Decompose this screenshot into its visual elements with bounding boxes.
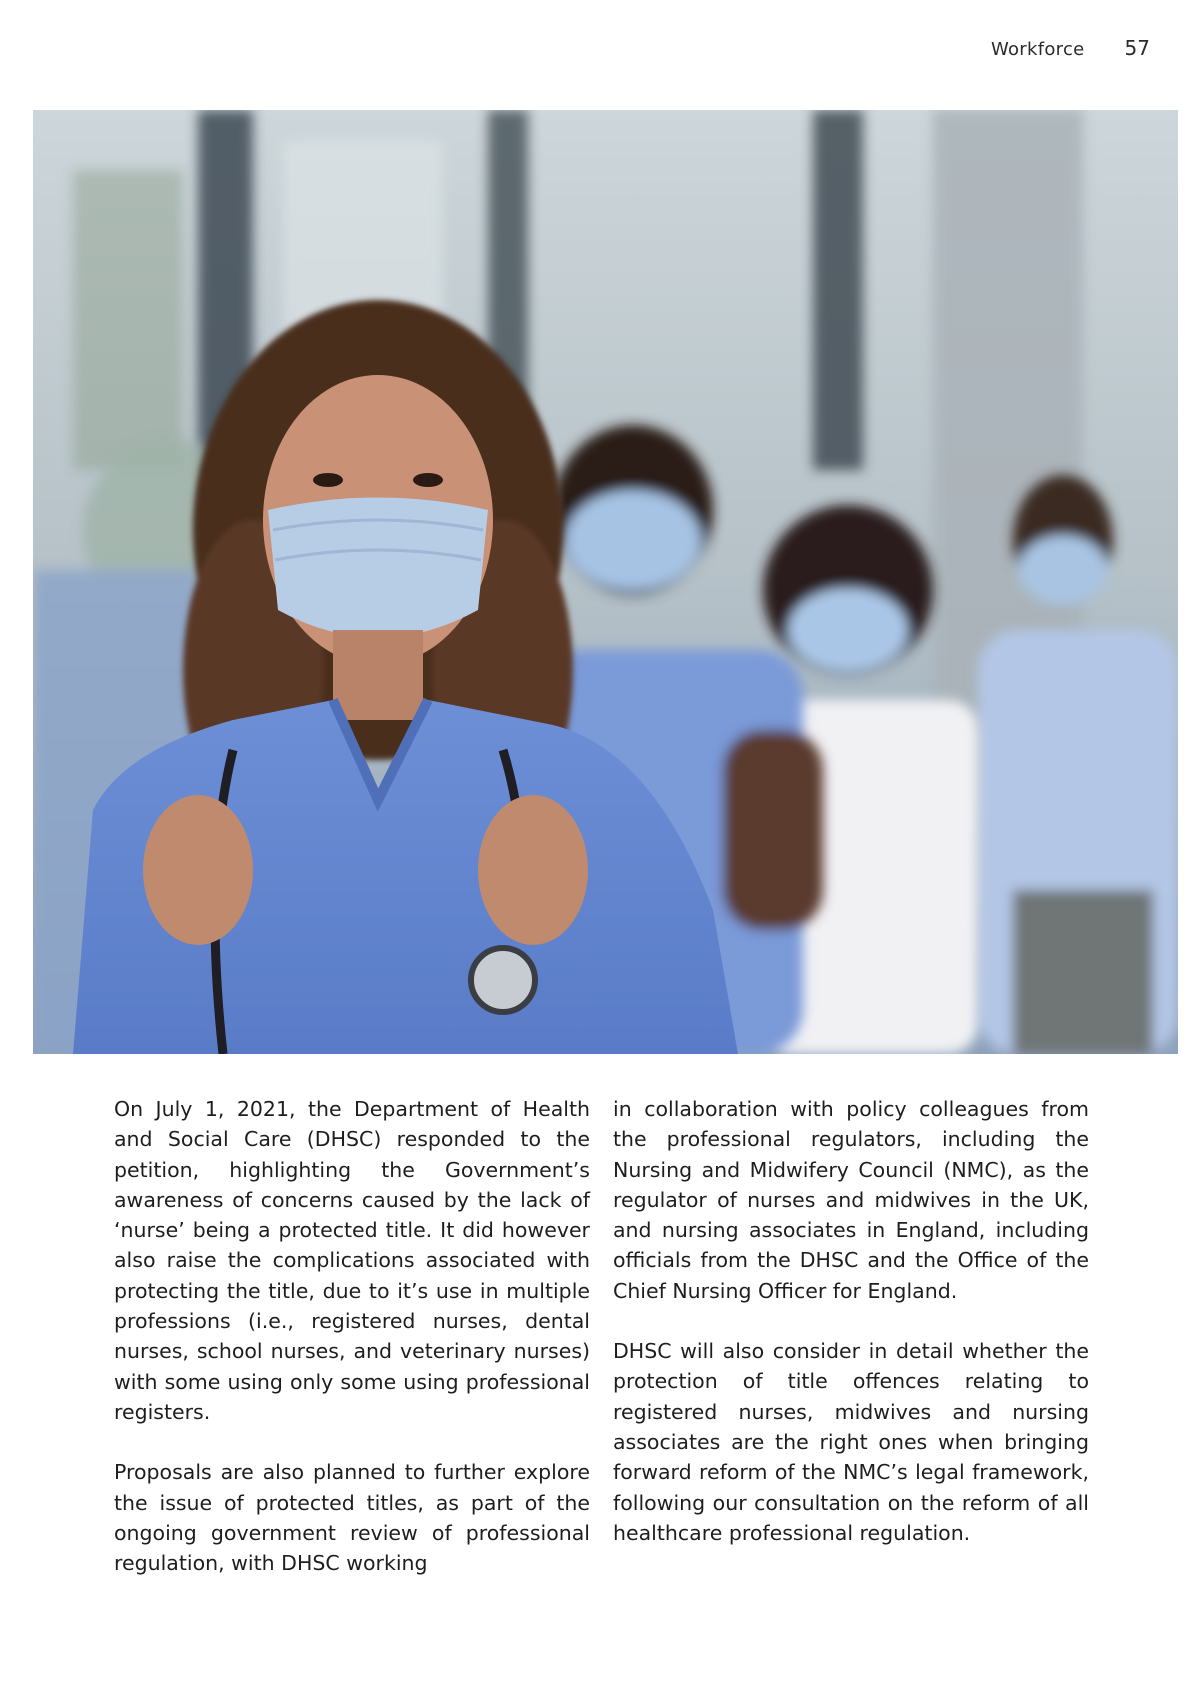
right-column bbox=[613, 1094, 1089, 1608]
paragraph: On July 1, 2021, the Department of Health and Social Care (DHSC) responded to the petition, highlighting the Government’s awareness of concerns caused by the lack of ‘nurse’ being a protected title. It did however also raise the complications associated with protecting the title, due to it’s use in multiple professions (i.e., registered nurses, dental nurses, school nurses, and veterinary nurses) with some using only some using professional registers. bbox=[114, 1097, 590, 1424]
paragraph: in collaboration with policy colleagues from the professional regulators, including the Nursing and Midwifery Council (NMC), as the regulator of nurses and midwives in the UK, and nursing associates in England, including officials from the DHSC and the Office of the Chief Nursing Officer for England. bbox=[613, 1097, 1089, 1303]
page-number: 57 bbox=[1124, 36, 1150, 60]
nurses-photo bbox=[33, 110, 1178, 1054]
section-title: Workforce bbox=[990, 39, 1085, 60]
left-column bbox=[114, 1094, 590, 1608]
body-columns bbox=[114, 1094, 1089, 1608]
paragraph: Proposals are also planned to further explore the issue of protected titles, as part of the ongoing government review of professional regulation, with DHSC working bbox=[114, 1460, 590, 1576]
page-header bbox=[991, 36, 1150, 60]
paragraph: DHSC will also consider in detail whether the protection of title offences relating to registered nurses, midwives and nursing associates are the right ones when bringing forward reform of the NMC’s legal framework, following our consultation on the reform of all healthcare professional regulation. bbox=[613, 1339, 1089, 1545]
nurses-in-masks-photo bbox=[33, 110, 1178, 1054]
